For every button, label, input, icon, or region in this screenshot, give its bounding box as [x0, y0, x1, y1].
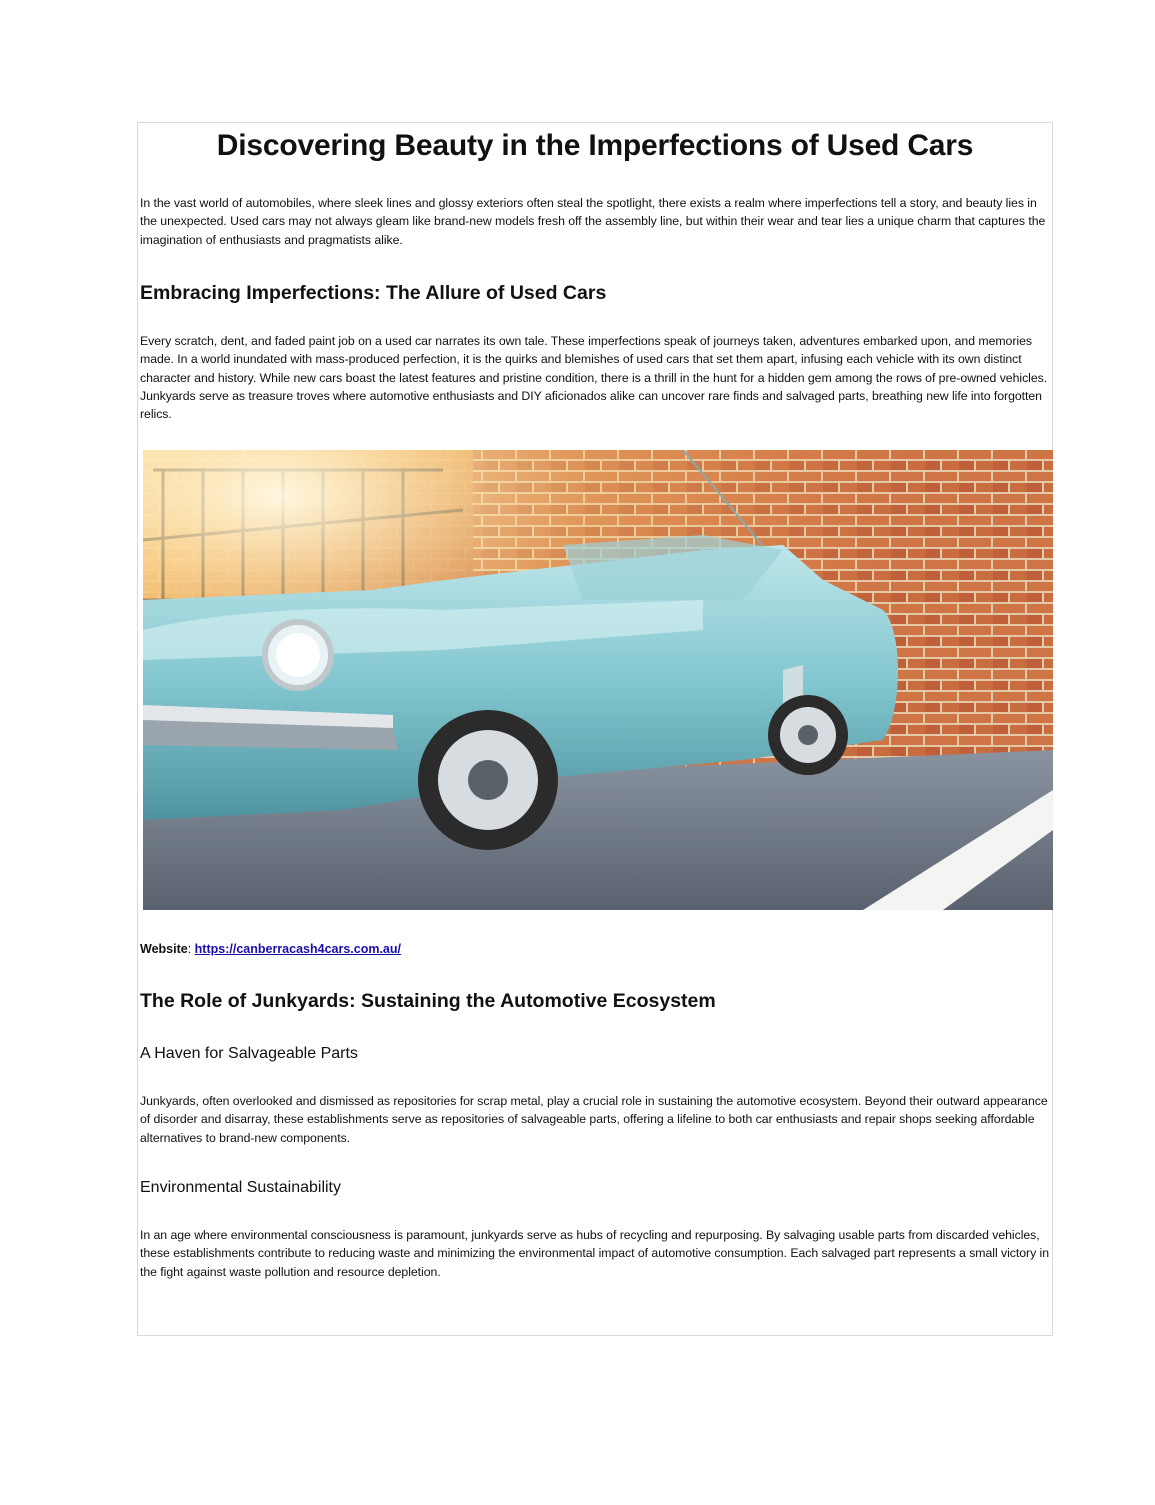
sub2-heading: Environmental Sustainability	[140, 1179, 341, 1196]
website-label: Website	[140, 942, 188, 956]
section2-heading: The Role of Junkyards: Sustaining the Automotive Ecosystem	[140, 990, 716, 1012]
sub1-paragraph: Junkyards, often overlooked and dismissed as repositories for scrap metal, play a crucial role in sustaining the automotive ecosystem. Beyond their outward appearance of disorder and disarray, these establishments serve as repositories of salvageable parts, offering a lifeline to both car enthusiasts and repair shops seeking affordable alternatives to brand-new components.	[140, 1094, 1048, 1145]
website-separator: :	[187, 942, 195, 956]
website-line	[140, 940, 1050, 958]
sub1-heading-block	[140, 1043, 1050, 1065]
section1-heading: Embracing Imperfections: The Allure of Used Cars	[140, 282, 607, 304]
section1-paragraph: Every scratch, dent, and faded paint job on a used car narrates its own tale. These imperfections speak of journeys taken, adventures embarked upon, and memories made. In a world inundated with mass-produced perfection, it is the quirks and blemishes of used cars that set them apart, infusing each vehicle with its own distinct character and history. While new cars boast the latest features and pristine condition, there is a thrill in the hunt for a hidden gem among the rows of pre-owned vehicles. Junkyards serve as treasure troves where automotive enthusiasts and DIY aficionados alike can uncover rare finds and salvaged parts, breathing new life into forgotten relics.	[140, 334, 1048, 422]
article-title: Discovering Beauty in the Imperfections of Used Cars	[216, 129, 974, 162]
section1-body-block	[140, 332, 1050, 423]
section1-heading-block	[140, 280, 1050, 306]
intro-block	[140, 194, 1050, 249]
sub1-heading: A Haven for Salvageable Parts	[140, 1045, 358, 1062]
website-link[interactable]: https://canberracash4cars.com.au/	[194, 942, 401, 956]
sub2-heading-block	[140, 1177, 1050, 1199]
sub2-paragraph: In an age where environmental consciousness is paramount, junkyards serve as hubs of recycling and repurposing. By salvaging usable parts from discarded vehicles, these establishments contribute to reducing waste and minimizing the environmental impact of automotive consumption. Each salvaged part represents a small victory in the fight against waste pollution and resource depletion.	[140, 1228, 1050, 1279]
sub2-body-block	[140, 1226, 1050, 1281]
intro-paragraph: In the vast world of automobiles, where sleek lines and glossy exteriors often steal the spotlight, there exists a realm where imperfections tell a story, and beauty lies in the unexpected. Used cars may not always gleam like brand-new models fresh off the assembly line, but within their wear and tear lies a unique charm that captures the imagination of enthusiasts and pragmatists alike.	[140, 196, 1046, 247]
classic-car-photo	[143, 450, 1053, 910]
sub1-body-block	[140, 1092, 1050, 1147]
section2-heading-block	[140, 988, 1050, 1014]
